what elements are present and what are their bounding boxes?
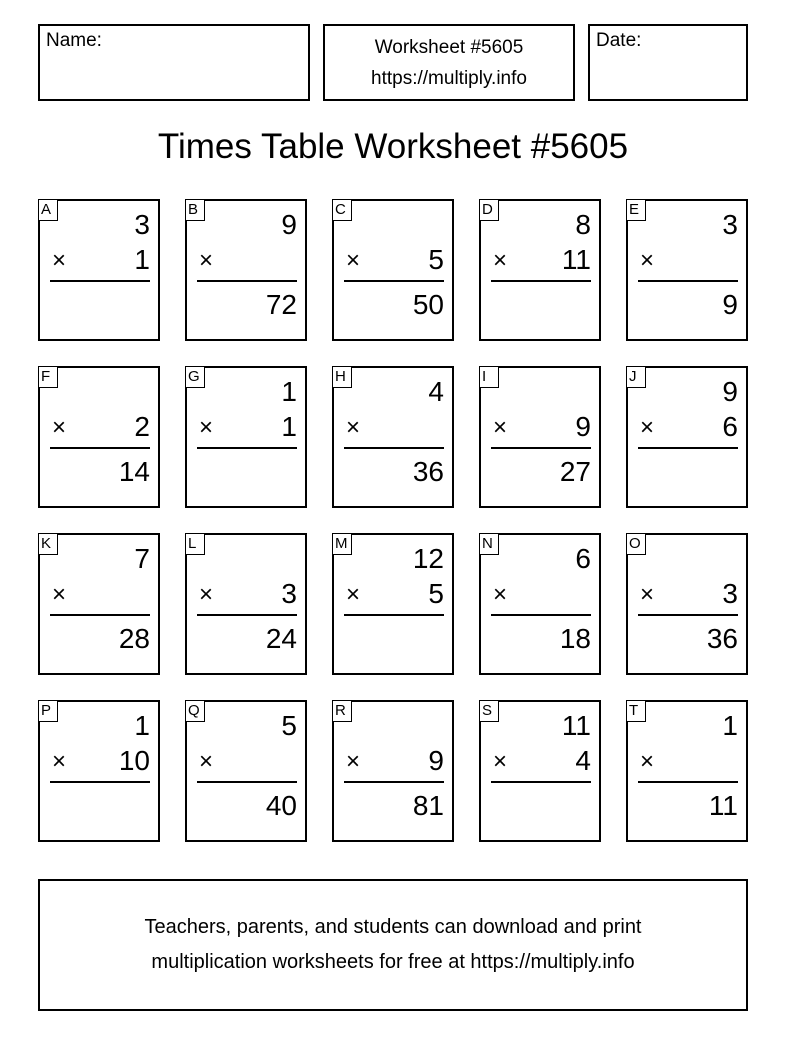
- problem-card: [332, 366, 454, 508]
- problem-multiplicand: 6: [575, 543, 591, 574]
- problem-letter: Q: [185, 700, 205, 722]
- problem-divider: [491, 614, 591, 616]
- times-symbol: ×: [199, 414, 214, 441]
- problem-letter: N: [479, 533, 499, 555]
- problem-product: 18: [559, 623, 591, 654]
- times-symbol: ×: [640, 414, 655, 441]
- problem-multiplicand: 5: [281, 710, 297, 741]
- problem-letter: H: [332, 366, 352, 388]
- problem-product: 14: [118, 456, 150, 487]
- problem-card: [185, 700, 307, 842]
- times-symbol: ×: [346, 247, 361, 274]
- problem-multiplier: 3: [722, 578, 738, 609]
- problem-multiplicand: 9: [281, 209, 297, 240]
- problem-multiplier: 10: [118, 745, 150, 776]
- problem-letter: C: [332, 199, 352, 221]
- problem-multiplier: 11: [561, 244, 591, 275]
- problem-letter: D: [479, 199, 499, 221]
- problem-divider: [638, 614, 738, 616]
- problem-multiplicand: 1: [722, 710, 738, 741]
- date-label: Date:: [596, 30, 642, 51]
- times-symbol: ×: [346, 414, 361, 441]
- name-box[interactable]: [38, 24, 310, 101]
- problem-product: 50: [412, 289, 444, 320]
- times-symbol: ×: [640, 748, 655, 775]
- times-symbol: ×: [346, 748, 361, 775]
- problem-card: [332, 700, 454, 842]
- problem-letter: J: [626, 366, 646, 388]
- problem-letter: G: [185, 366, 205, 388]
- problem-letter: A: [38, 199, 58, 221]
- problem-card: [479, 366, 601, 508]
- problem-product: 28: [118, 623, 150, 654]
- problem-letter: E: [626, 199, 646, 221]
- problem-letter: O: [626, 533, 646, 555]
- problem-card: [479, 533, 601, 675]
- problem-divider: [638, 280, 738, 282]
- problem-multiplier: 3: [281, 578, 297, 609]
- footer-line-1: Teachers, parents, and students can download and print: [144, 916, 642, 938]
- problem-divider: [491, 447, 591, 449]
- problem-card: [38, 366, 160, 508]
- page-title: Times Table Worksheet #5605: [157, 127, 629, 166]
- footer-note: [38, 879, 748, 1011]
- problem-divider: [50, 781, 150, 783]
- problem-multiplier: 4: [575, 745, 591, 776]
- problem-product: 72: [265, 289, 297, 320]
- problem-divider: [197, 447, 297, 449]
- problem-product: 9: [722, 289, 738, 320]
- problem-multiplicand: 3: [134, 209, 150, 240]
- times-symbol: ×: [199, 748, 214, 775]
- problem-card: [626, 533, 748, 675]
- problem-card: [38, 533, 160, 675]
- problem-product: 81: [412, 790, 444, 821]
- times-symbol: ×: [493, 581, 508, 608]
- problem-letter: T: [626, 700, 646, 722]
- problem-product: 36: [412, 456, 444, 487]
- problem-multiplicand: 3: [722, 209, 738, 240]
- problem-letter: M: [332, 533, 352, 555]
- problem-card: [185, 199, 307, 341]
- problem-card: [479, 700, 601, 842]
- problem-product: 40: [265, 790, 297, 821]
- problem-multiplier: 6: [722, 411, 738, 442]
- problem-card: [479, 199, 601, 341]
- problem-multiplicand: 12: [412, 543, 444, 574]
- problem-product: 11: [708, 790, 738, 821]
- problem-divider: [344, 781, 444, 783]
- problem-multiplier: 1: [134, 244, 150, 275]
- problem-divider: [638, 781, 738, 783]
- problem-divider: [491, 781, 591, 783]
- name-label: Name:: [46, 30, 102, 51]
- times-symbol: ×: [199, 581, 214, 608]
- problem-product: 24: [265, 623, 297, 654]
- problem-product: 27: [559, 456, 591, 487]
- times-symbol: ×: [52, 247, 67, 274]
- times-symbol: ×: [52, 748, 67, 775]
- times-symbol: ×: [52, 581, 67, 608]
- problem-card: [626, 366, 748, 508]
- worksheet-number: Worksheet #5605: [374, 36, 524, 58]
- problem-multiplicand: 1: [134, 710, 150, 741]
- problem-letter: L: [185, 533, 205, 555]
- problem-multiplier: 9: [428, 745, 444, 776]
- problem-multiplier: 5: [428, 244, 444, 275]
- worksheet-url: https://multiply.info: [371, 67, 527, 89]
- problem-letter: R: [332, 700, 352, 722]
- times-symbol: ×: [640, 247, 655, 274]
- times-symbol: ×: [199, 247, 214, 274]
- problem-letter: K: [38, 533, 58, 555]
- problem-letter: I: [479, 366, 499, 388]
- problem-divider: [638, 447, 738, 449]
- problem-product: 36: [706, 623, 738, 654]
- problem-multiplier: 5: [428, 578, 444, 609]
- problem-divider: [197, 614, 297, 616]
- date-box[interactable]: [588, 24, 748, 101]
- problem-letter: B: [185, 199, 205, 221]
- times-symbol: ×: [493, 247, 508, 274]
- problem-card: [626, 700, 748, 842]
- times-symbol: ×: [493, 748, 508, 775]
- problem-multiplier: 1: [281, 411, 297, 442]
- problem-multiplicand: 4: [428, 376, 444, 407]
- times-symbol: ×: [640, 581, 655, 608]
- problem-multiplicand: 8: [575, 209, 591, 240]
- problem-divider: [344, 447, 444, 449]
- problem-multiplicand: 11: [561, 710, 591, 741]
- problem-divider: [197, 781, 297, 783]
- problem-divider: [491, 280, 591, 282]
- problem-divider: [50, 280, 150, 282]
- times-symbol: ×: [346, 581, 361, 608]
- times-symbol: ×: [493, 414, 508, 441]
- worksheet-id-box: [323, 24, 575, 101]
- problem-card: [38, 700, 160, 842]
- problem-multiplicand: 7: [134, 543, 150, 574]
- problem-multiplicand: 9: [722, 376, 738, 407]
- problem-letter: F: [38, 366, 58, 388]
- problem-card: [185, 533, 307, 675]
- problem-multiplicand: 1: [281, 376, 297, 407]
- problem-letter: P: [38, 700, 58, 722]
- problem-divider: [344, 614, 444, 616]
- problem-card: [626, 199, 748, 341]
- problem-card: [332, 199, 454, 341]
- problem-multiplier: 9: [575, 411, 591, 442]
- problem-card: [332, 533, 454, 675]
- problem-multiplier: 2: [134, 411, 150, 442]
- problem-divider: [50, 614, 150, 616]
- times-symbol: ×: [52, 414, 67, 441]
- problem-card: [185, 366, 307, 508]
- problem-divider: [197, 280, 297, 282]
- footer-line-2: multiplication worksheets for free at https://multiply.info: [151, 951, 635, 973]
- problem-card: [38, 199, 160, 341]
- problem-divider: [50, 447, 150, 449]
- problem-divider: [344, 280, 444, 282]
- problem-letter: S: [479, 700, 499, 722]
